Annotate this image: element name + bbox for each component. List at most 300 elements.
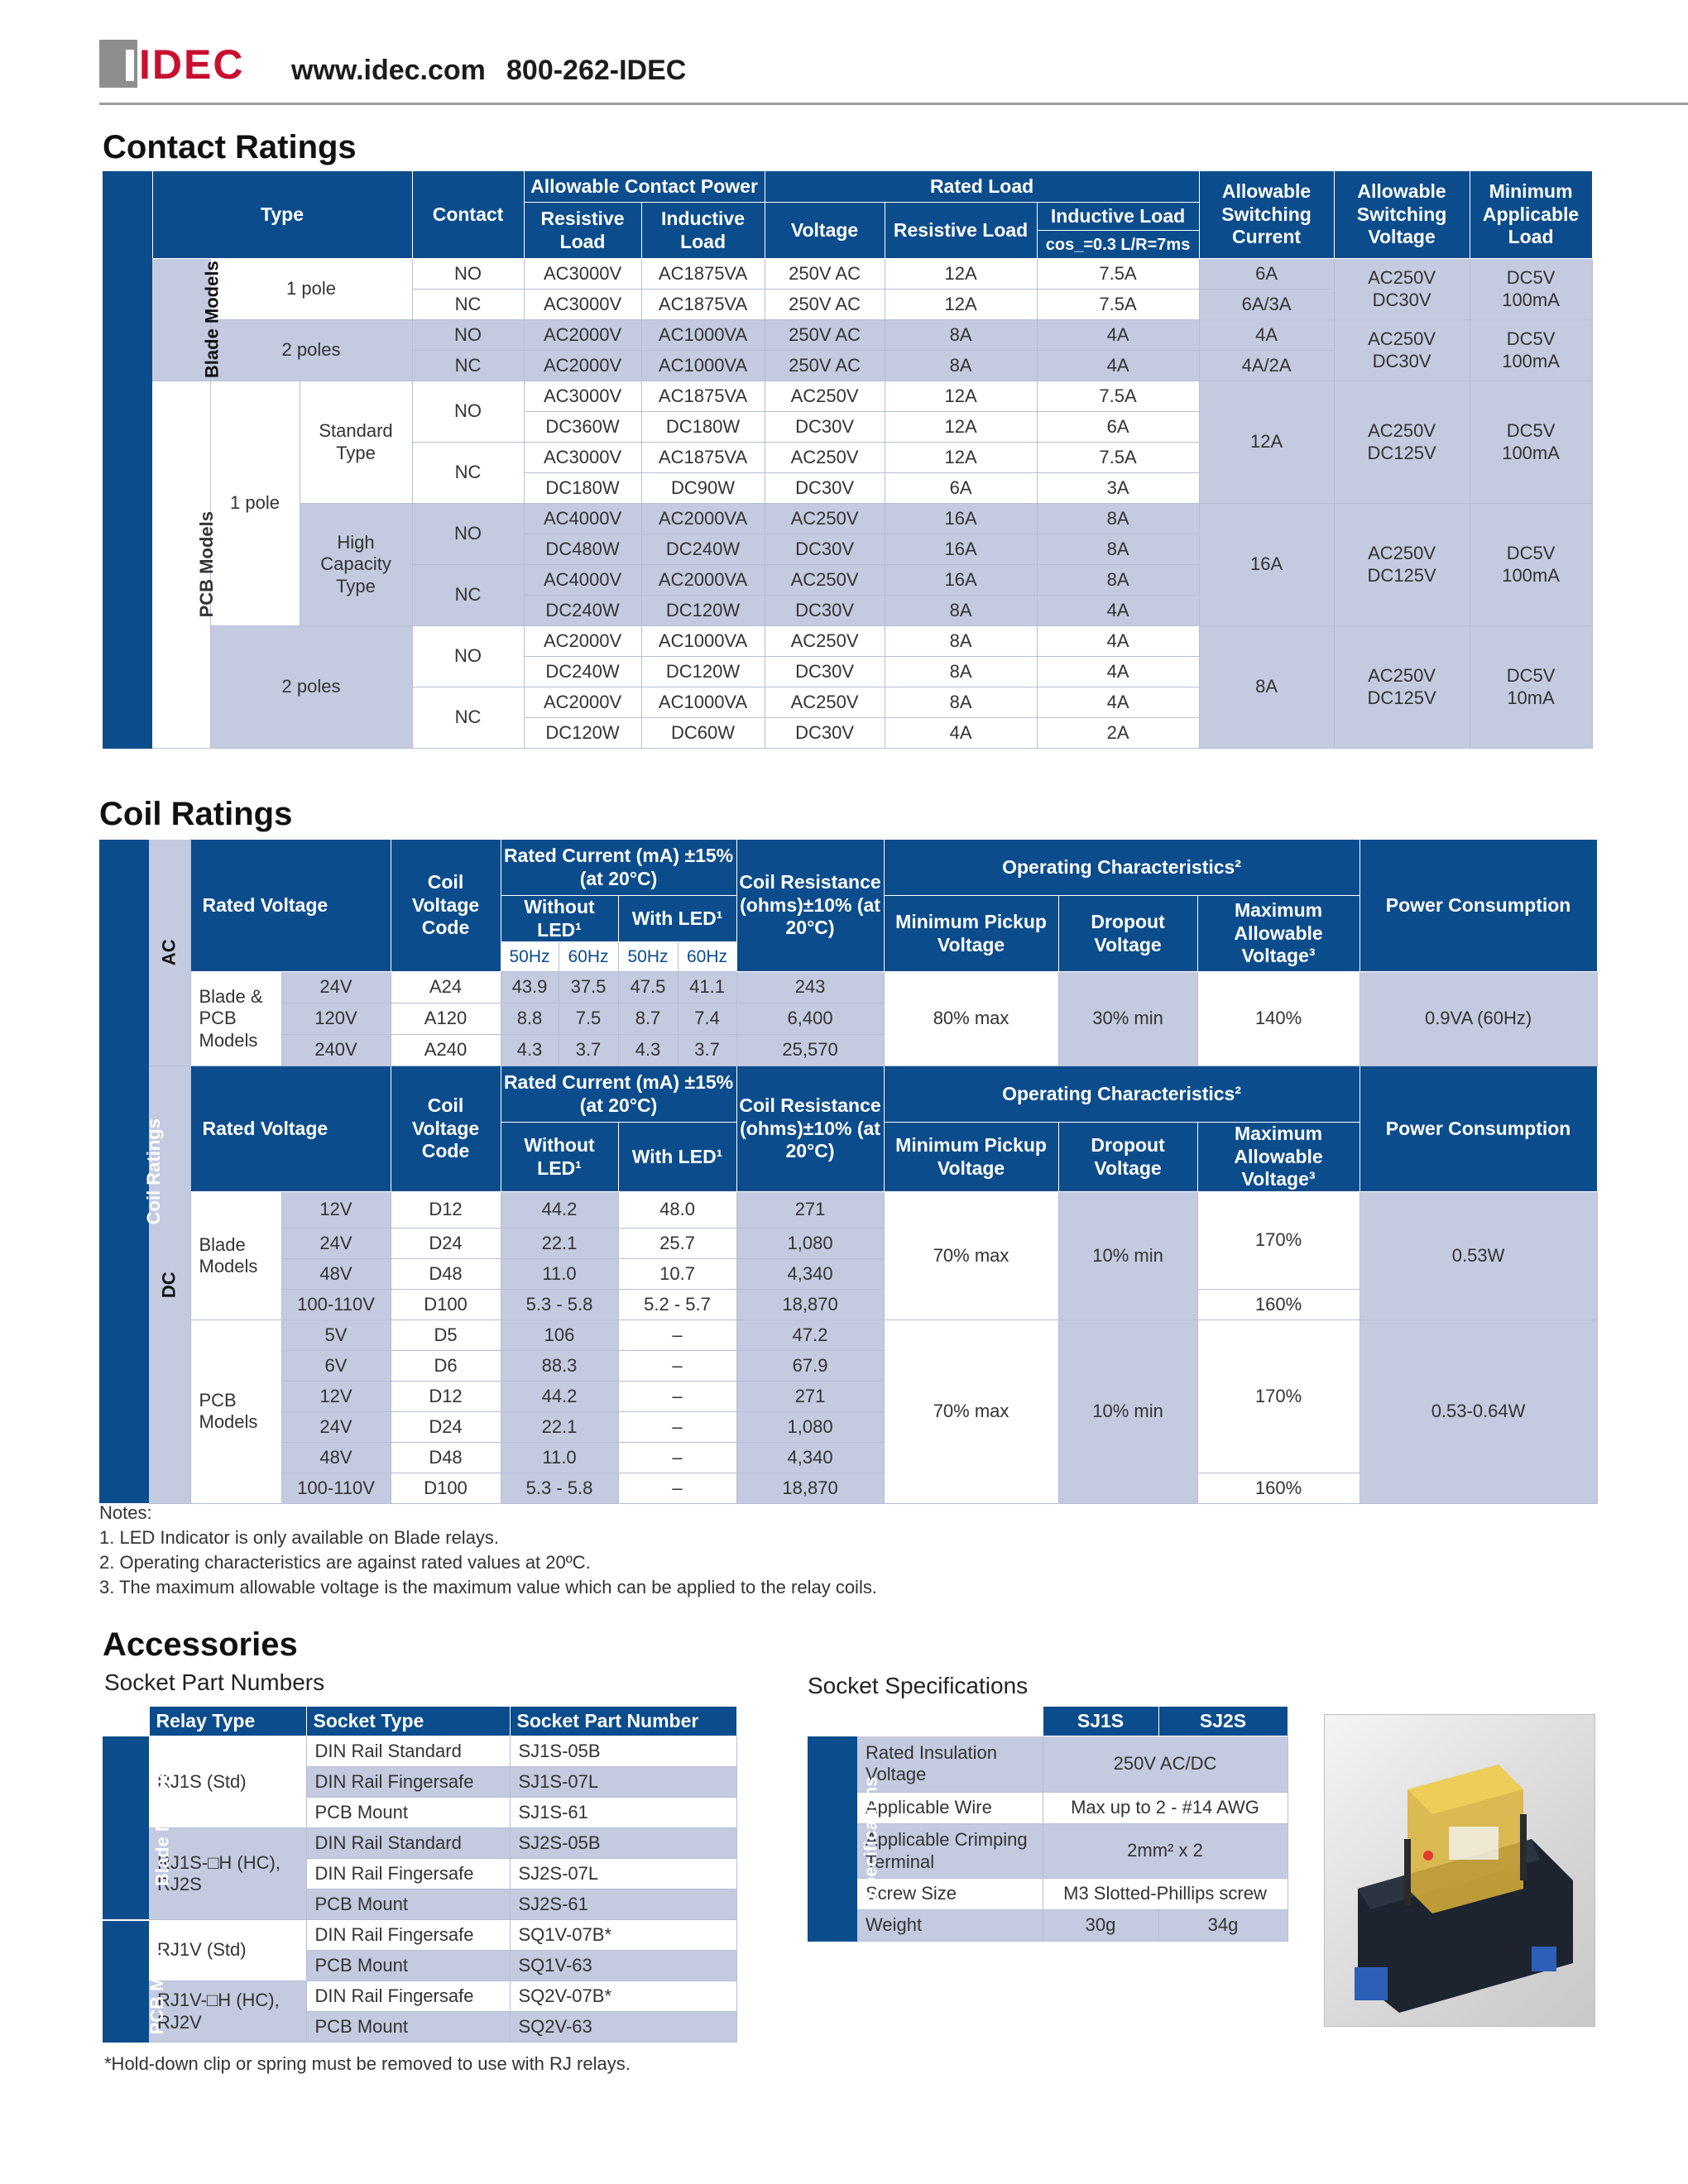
relay-type: RJ1V (Std) <box>149 1920 306 1981</box>
current-led: – <box>618 1442 736 1473</box>
contact: NC <box>412 565 524 626</box>
coil-code: D24 <box>391 1411 501 1442</box>
coil-ratings-table <box>99 839 1598 1504</box>
max-allowable: 170% <box>1197 1320 1360 1473</box>
current-no-led-60hz: 37.5 <box>559 972 618 1003</box>
current-led: 5.2 - 5.7 <box>618 1289 736 1320</box>
resistive-load: 8A <box>885 596 1037 626</box>
inductive-power: AC1000VA <box>641 320 765 351</box>
current-no-led: 5.3 - 5.8 <box>501 1473 618 1503</box>
resistive-power: AC3000V <box>524 290 641 320</box>
resistive-power: DC240W <box>524 596 641 626</box>
socket-type: DIN Rail Fingersafe <box>306 1859 510 1889</box>
pcb-models-label: PCB Models <box>152 381 210 749</box>
col-min-pickup: Minimum Pickup Voltage <box>884 896 1058 972</box>
current-no-led-50hz: 8.8 <box>501 1003 559 1035</box>
contact: NO <box>412 259 524 290</box>
resistive-power: AC2000V <box>524 351 641 381</box>
voltage: AC250V <box>765 504 885 534</box>
contact: NC <box>412 290 524 320</box>
resistive-load: 6A <box>885 473 1037 504</box>
dc-label: DC <box>149 1066 190 1504</box>
current-led-50hz: 4.3 <box>618 1035 678 1066</box>
resistive-load: 8A <box>885 320 1037 351</box>
header-phone: 800-262-IDEC <box>506 55 687 86</box>
notes <box>99 1501 877 1600</box>
inductive-power: AC1000VA <box>641 626 765 657</box>
socket-part-number: SQ2V-63 <box>510 2012 736 2043</box>
resistive-power: AC2000V <box>524 320 641 351</box>
logo: IDEC <box>139 41 245 88</box>
spec-label: Rated Insulation Voltage <box>857 1736 1043 1793</box>
inductive-load: 7.5A <box>1037 381 1199 412</box>
socket-part-number: SJ2S-05B <box>510 1828 736 1859</box>
inductive-load: 8A <box>1037 565 1199 596</box>
current-led-60hz: 7.4 <box>678 1003 736 1035</box>
dropout: 10% min <box>1058 1320 1197 1503</box>
current-led: – <box>618 1473 736 1503</box>
coil-resistance: 271 <box>736 1381 884 1411</box>
socket-type: DIN Rail Standard <box>306 1828 510 1859</box>
voltage: DC30V <box>765 473 885 504</box>
contact-ratings-side-label: Contact Ratings <box>103 171 152 749</box>
coil-code: D12 <box>391 1381 501 1411</box>
switching-voltage: AC250V DC125V <box>1334 626 1470 749</box>
resistive-power: AC2000V <box>524 687 641 718</box>
col-coil-resistance: Coil Resistance (ohms)±10% (at 20°C) <box>736 1066 884 1192</box>
col-rated-current: Rated Current (mA) ±15% (at 20°C) <box>501 1066 736 1123</box>
current-led-50hz: 47.5 <box>618 972 678 1003</box>
max-allowable: 160% <box>1197 1473 1360 1503</box>
resistive-load: 12A <box>885 412 1037 443</box>
max-allowable: 170% <box>1197 1191 1360 1289</box>
current-led: – <box>618 1320 736 1350</box>
col-60hz: 60Hz <box>559 942 618 972</box>
resistive-load: 12A <box>885 290 1037 320</box>
rated-voltage: 24V <box>281 1228 391 1258</box>
type-2-poles: 2 poles <box>210 320 412 381</box>
specifications-label: Specifications <box>808 1736 857 1942</box>
resistive-power: AC4000V <box>524 504 641 534</box>
socket-part-numbers-table <box>103 1706 737 2043</box>
socket-type: PCB Mount <box>306 1889 510 1920</box>
resistive-power: DC240W <box>524 657 641 687</box>
resistive-load: 8A <box>885 626 1037 657</box>
voltage: DC30V <box>765 596 885 626</box>
coil-resistance: 4,340 <box>736 1258 884 1289</box>
voltage: DC30V <box>765 657 885 687</box>
min-load: DC5V 100mA <box>1470 320 1592 381</box>
coil-resistance: 67.9 <box>736 1350 884 1381</box>
inductive-power: AC1000VA <box>641 351 765 381</box>
spec-label: Applicable Crimping Terminal <box>857 1824 1043 1879</box>
current-no-led: 5.3 - 5.8 <box>501 1289 618 1320</box>
high-capacity-type: High Capacity Type <box>300 504 412 626</box>
dc-blade-model-label: Blade Models <box>190 1191 281 1320</box>
resistive-power: AC3000V <box>524 259 641 290</box>
col-dropout: Dropout Voltage <box>1058 1123 1197 1192</box>
blade-models-label: Blade Models <box>152 259 210 381</box>
spec-value: M3 Slotted-Phillips screw <box>1043 1879 1288 1910</box>
coil-resistance: 243 <box>736 972 884 1003</box>
max-allowable: 160% <box>1197 1289 1360 1320</box>
voltage: AC250V <box>765 443 885 473</box>
spec-value: 2mm² x 2 <box>1043 1824 1288 1879</box>
header-url[interactable]: www.idec.com <box>291 55 486 86</box>
coil-code: D48 <box>391 1442 501 1473</box>
logo-mark-bar <box>126 50 134 81</box>
voltage: AC250V <box>765 565 885 596</box>
resistive-load: 12A <box>885 381 1037 412</box>
inductive-power: AC2000VA <box>641 565 765 596</box>
inductive-load: 4A <box>1037 657 1199 687</box>
socket-type: DIN Rail Standard <box>306 1736 510 1767</box>
inductive-power: AC1875VA <box>641 381 765 412</box>
note-item: 3. The maximum allowable voltage is the maximum value which can be applied to the relay coils. <box>99 1577 877 1597</box>
dropout: 10% min <box>1058 1191 1197 1320</box>
contact: NO <box>412 381 524 443</box>
socket-part-number: SJ2S-61 <box>510 1889 736 1920</box>
inductive-power: AC2000VA <box>641 504 765 534</box>
pcb-models-label: PCB Models <box>103 1920 149 2043</box>
inductive-load: 4A <box>1037 687 1199 718</box>
resistive-power: DC180W <box>524 473 641 504</box>
rated-voltage: 100-110V <box>281 1289 391 1320</box>
resistive-power: AC4000V <box>524 565 641 596</box>
coil-code: D100 <box>391 1289 501 1320</box>
current-no-led: 106 <box>501 1320 618 1350</box>
coil-resistance: 18,870 <box>736 1289 884 1320</box>
col-min-pickup: Minimum Pickup Voltage <box>884 1123 1058 1192</box>
switching-voltage: AC250V DC30V <box>1334 259 1470 320</box>
inductive-load: 7.5A <box>1037 290 1199 320</box>
col-switching-voltage: Allowable Switching Voltage <box>1334 171 1470 259</box>
contact-ratings-title: Contact Ratings <box>103 129 357 165</box>
power-consumption: 0.53-0.64W <box>1360 1320 1597 1503</box>
col-contact: Contact <box>412 171 524 259</box>
resistive-load: 16A <box>885 534 1037 565</box>
voltage: DC30V <box>765 534 885 565</box>
inductive-power: DC120W <box>641 657 765 687</box>
min-pickup: 80% max <box>884 972 1058 1066</box>
voltage: AC250V <box>765 687 885 718</box>
inductive-power: DC60W <box>641 718 765 749</box>
inductive-power: DC90W <box>641 473 765 504</box>
col-50hz: 50Hz <box>618 942 678 972</box>
switching-current: 16A <box>1199 504 1334 626</box>
inductive-load: 2A <box>1037 718 1199 749</box>
resistive-load: 16A <box>885 565 1037 596</box>
relay-type: RJ1S (Std) <box>149 1736 306 1828</box>
resistive-load: 8A <box>885 657 1037 687</box>
col-without-led: Without LED¹ <box>501 1123 618 1192</box>
resistive-power: AC3000V <box>524 381 641 412</box>
inductive-power: DC120W <box>641 596 765 626</box>
min-load: DC5V 100mA <box>1470 381 1592 504</box>
note-item: 1. LED Indicator is only available on Blade relays. <box>99 1527 500 1548</box>
voltage: 250V AC <box>765 259 885 290</box>
resistive-power: AC2000V <box>524 626 641 657</box>
resistive-load: 12A <box>885 443 1037 473</box>
resistive-load: 12A <box>885 259 1037 290</box>
switching-current: 6A/3A <box>1199 290 1334 320</box>
coil-ratings-title: Coil Ratings <box>99 796 293 832</box>
contact: NO <box>412 626 524 687</box>
col-power: Power Consumption <box>1360 840 1597 972</box>
col-relay-type: Relay Type <box>149 1707 306 1736</box>
current-no-led-60hz: 7.5 <box>559 1003 618 1035</box>
current-led: – <box>618 1411 736 1442</box>
socket-type: PCB Mount <box>306 1951 510 1981</box>
type-1-pole: 1 pole <box>210 259 412 320</box>
col-coil-voltage-code: Coil Voltage Code <box>391 1066 501 1192</box>
coil-code: D12 <box>391 1191 501 1228</box>
col-sj2s: SJ2S <box>1158 1707 1288 1736</box>
ac-model-label: Blade & PCB Models <box>190 972 281 1066</box>
voltage: AC250V <box>765 626 885 657</box>
coil-resistance: 47.2 <box>736 1320 884 1350</box>
relay-type: RJ1S-□H (HC), RJ2S <box>149 1828 306 1920</box>
coil-code: D100 <box>391 1473 501 1503</box>
socket-part-number: SJ2S-07L <box>510 1859 736 1889</box>
socket-footnote: *Hold-down clip or spring must be removed to use with RJ relays. <box>104 2053 631 2074</box>
col-max-allowable: Maximum Allowable Voltage³ <box>1197 1123 1360 1192</box>
inductive-load: 7.5A <box>1037 259 1199 290</box>
socket-type: DIN Rail Fingersafe <box>306 1981 510 2012</box>
resistive-load: 8A <box>885 351 1037 381</box>
inductive-power: AC1000VA <box>641 687 765 718</box>
inductive-load: 4A <box>1037 626 1199 657</box>
current-no-led-50hz: 4.3 <box>501 1035 559 1066</box>
current-no-led: 22.1 <box>501 1228 618 1258</box>
rated-voltage: 12V <box>281 1381 391 1411</box>
spec-label: Applicable Wire <box>857 1793 1043 1824</box>
inductive-load: 8A <box>1037 534 1199 565</box>
socket-part-number: SQ2V-07B* <box>510 1981 736 2012</box>
spec-label: Weight <box>857 1910 1043 1942</box>
socket-type: DIN Rail Fingersafe <box>306 1767 510 1798</box>
resistive-power: DC120W <box>524 718 641 749</box>
socket-product-photo <box>1324 1714 1595 2027</box>
inductive-load: 4A <box>1037 596 1199 626</box>
coil-resistance: 271 <box>736 1191 884 1228</box>
socket-part-number: SQ1V-63 <box>510 1951 736 1981</box>
col-socket-part-number: Socket Part Number <box>510 1707 736 1736</box>
note-item: 2. Operating characteristics are against rated values at 20ºC. <box>99 1552 591 1573</box>
spec-value: 250V AC/DC <box>1043 1736 1288 1793</box>
socket-specifications-table <box>808 1706 1288 1942</box>
type-1-pole: 1 pole <box>210 381 300 626</box>
col-rated-voltage: Rated Voltage <box>190 840 391 972</box>
switching-voltage: AC250V DC125V <box>1334 504 1470 626</box>
col-operating: Operating Characteristics² <box>884 840 1360 896</box>
col-voltage: Voltage <box>765 203 885 259</box>
inductive-power: DC180W <box>641 412 765 443</box>
standard-type: Standard Type <box>300 381 412 504</box>
current-no-led: 11.0 <box>501 1442 618 1473</box>
inductive-load: 7.5A <box>1037 443 1199 473</box>
col-50hz: 50Hz <box>501 942 559 972</box>
dropout: 30% min <box>1058 972 1197 1066</box>
type-2-poles: 2 poles <box>210 626 412 749</box>
coil-resistance: 25,570 <box>736 1035 884 1066</box>
switching-current: 6A <box>1199 259 1334 290</box>
col-coil-resistance: Coil Resistance (ohms)±10% (at 20°C) <box>736 840 884 972</box>
socket-part-number: SJ1S-05B <box>510 1736 736 1767</box>
resistive-load: 8A <box>885 687 1037 718</box>
voltage: 250V AC <box>765 351 885 381</box>
col-inductive-load-condition: cos_=0.3 L/R=7ms <box>1037 231 1199 259</box>
col-allowable-power: Allowable Contact Power <box>524 171 765 203</box>
current-led: 48.0 <box>618 1191 736 1228</box>
inductive-load: 4A <box>1037 351 1199 381</box>
col-rated-voltage: Rated Voltage <box>190 1066 391 1192</box>
coil-resistance: 1,080 <box>736 1411 884 1442</box>
col-60hz: 60Hz <box>678 942 736 972</box>
col-resistive: Resistive Load <box>524 203 641 259</box>
rated-voltage: 100-110V <box>281 1473 391 1503</box>
col-type: Type <box>152 171 412 259</box>
inductive-load: 6A <box>1037 412 1199 443</box>
rated-voltage: 5V <box>281 1320 391 1350</box>
inductive-power: DC240W <box>641 534 765 565</box>
power-consumption: 0.9VA (60Hz) <box>1360 972 1597 1066</box>
col-sj1s: SJ1S <box>1043 1707 1158 1736</box>
coil-code: D48 <box>391 1258 501 1289</box>
col-power: Power Consumption <box>1360 1066 1597 1192</box>
socket-specifications-title: Socket Specifications <box>808 1673 1029 1698</box>
current-led: – <box>618 1350 736 1381</box>
max-allowable: 140% <box>1197 972 1360 1066</box>
blade-models-label: Blade Models <box>103 1736 149 1920</box>
resistive-power: AC3000V <box>524 443 641 473</box>
min-pickup: 70% max <box>884 1320 1058 1503</box>
current-no-led-50hz: 43.9 <box>501 972 559 1003</box>
col-inductive-load: Inductive Load <box>1037 203 1199 231</box>
current-no-led-60hz: 3.7 <box>559 1035 618 1066</box>
spec-value-sj2s: 34g <box>1158 1910 1288 1942</box>
contact: NC <box>412 443 524 504</box>
col-resistive-load: Resistive Load <box>885 203 1037 259</box>
col-min-load: Minimum Applicable Load <box>1470 171 1592 259</box>
coil-code: A120 <box>391 1003 501 1035</box>
voltage: 250V AC <box>765 320 885 351</box>
coil-ratings-side-label: Coil Ratings <box>99 840 149 1504</box>
resistive-load: 16A <box>885 504 1037 534</box>
current-no-led: 11.0 <box>501 1258 618 1289</box>
contact: NO <box>412 320 524 351</box>
col-without-led: Without LED¹ <box>501 896 618 942</box>
switching-voltage: AC250V DC125V <box>1334 381 1470 504</box>
socket-part-number: SQ1V-07B* <box>510 1920 736 1951</box>
resistive-power: DC480W <box>524 534 641 565</box>
contact-ratings-table <box>103 170 1593 749</box>
resistive-load: 4A <box>885 718 1037 749</box>
socket-type: PCB Mount <box>306 1798 510 1828</box>
voltage: 250V AC <box>765 290 885 320</box>
col-coil-voltage-code: Coil Voltage Code <box>391 840 501 972</box>
inductive-load: 8A <box>1037 504 1199 534</box>
current-no-led: 22.1 <box>501 1411 618 1442</box>
contact: NO <box>412 504 524 565</box>
current-led: 10.7 <box>618 1258 736 1289</box>
socket-type: PCB Mount <box>306 2012 510 2043</box>
rated-voltage: 48V <box>281 1442 391 1473</box>
switching-current: 8A <box>1199 626 1334 749</box>
coil-code: D24 <box>391 1228 501 1258</box>
relay-socket-illustration <box>1325 1715 1594 2026</box>
inductive-power: AC1875VA <box>641 259 765 290</box>
coil-resistance: 6,400 <box>736 1003 884 1035</box>
notes-heading: Notes: <box>99 1502 152 1523</box>
col-inductive: Inductive Load <box>641 203 765 259</box>
col-rated-current: Rated Current (mA) ±15% (at 20°C) <box>501 840 736 896</box>
inductive-load: 4A <box>1037 320 1199 351</box>
contact: NC <box>412 687 524 749</box>
col-with-led: With LED¹ <box>618 896 736 942</box>
rated-voltage: 6V <box>281 1350 391 1381</box>
ac-label: AC <box>149 840 190 1066</box>
current-led: 25.7 <box>618 1228 736 1258</box>
col-dropout: Dropout Voltage <box>1058 896 1197 972</box>
col-switching-current: Allowable Switching Current <box>1199 171 1334 259</box>
coil-code: A240 <box>391 1035 501 1066</box>
current-no-led: 44.2 <box>501 1191 618 1228</box>
voltage: DC30V <box>765 412 885 443</box>
dc-pcb-model-label: PCB Models <box>190 1320 281 1503</box>
rated-voltage: 48V <box>281 1258 391 1289</box>
switching-current: 4A <box>1199 320 1334 351</box>
switching-voltage: AC250V DC30V <box>1334 320 1470 381</box>
contact: NC <box>412 351 524 381</box>
spec-value: Max up to 2 - #14 AWG <box>1043 1793 1288 1824</box>
spec-value-sj1s: 30g <box>1043 1910 1158 1942</box>
min-load: DC5V 10mA <box>1470 626 1592 749</box>
inductive-power: AC1875VA <box>641 443 765 473</box>
coil-resistance: 1,080 <box>736 1228 884 1258</box>
voltage: DC30V <box>765 718 885 749</box>
inductive-load: 3A <box>1037 473 1199 504</box>
resistive-power: DC360W <box>524 412 641 443</box>
coil-resistance: 4,340 <box>736 1442 884 1473</box>
current-led: – <box>618 1381 736 1411</box>
current-no-led: 44.2 <box>501 1381 618 1411</box>
current-led-60hz: 3.7 <box>678 1035 736 1066</box>
socket-part-number: SJ1S-61 <box>510 1798 736 1828</box>
inductive-power: AC1875VA <box>641 290 765 320</box>
col-max-allowable: Maximum Allowable Voltage³ <box>1197 896 1360 972</box>
coil-resistance: 18,870 <box>736 1473 884 1503</box>
coil-code: A24 <box>391 972 501 1003</box>
power-consumption: 0.53W <box>1360 1191 1597 1320</box>
rated-voltage: 120V <box>281 1003 391 1035</box>
col-socket-type: Socket Type <box>306 1707 510 1736</box>
switching-current: 4A/2A <box>1199 351 1334 381</box>
min-load: DC5V 100mA <box>1470 504 1592 626</box>
rated-voltage: 24V <box>281 1411 391 1442</box>
col-operating: Operating Characteristics² <box>884 1066 1360 1123</box>
current-led-60hz: 41.1 <box>678 972 736 1003</box>
header-divider <box>99 103 1688 105</box>
relay-type: RJ1V-□H (HC), RJ2V <box>149 1981 306 2043</box>
socket-part-number: SJ1S-07L <box>510 1767 736 1798</box>
rated-voltage: 240V <box>281 1035 391 1066</box>
current-led-50hz: 8.7 <box>618 1003 678 1035</box>
accessories-title: Accessories <box>103 1626 298 1663</box>
socket-type: DIN Rail Fingersafe <box>306 1920 510 1951</box>
col-with-led: With LED¹ <box>618 1123 736 1192</box>
switching-current: 12A <box>1199 381 1334 504</box>
